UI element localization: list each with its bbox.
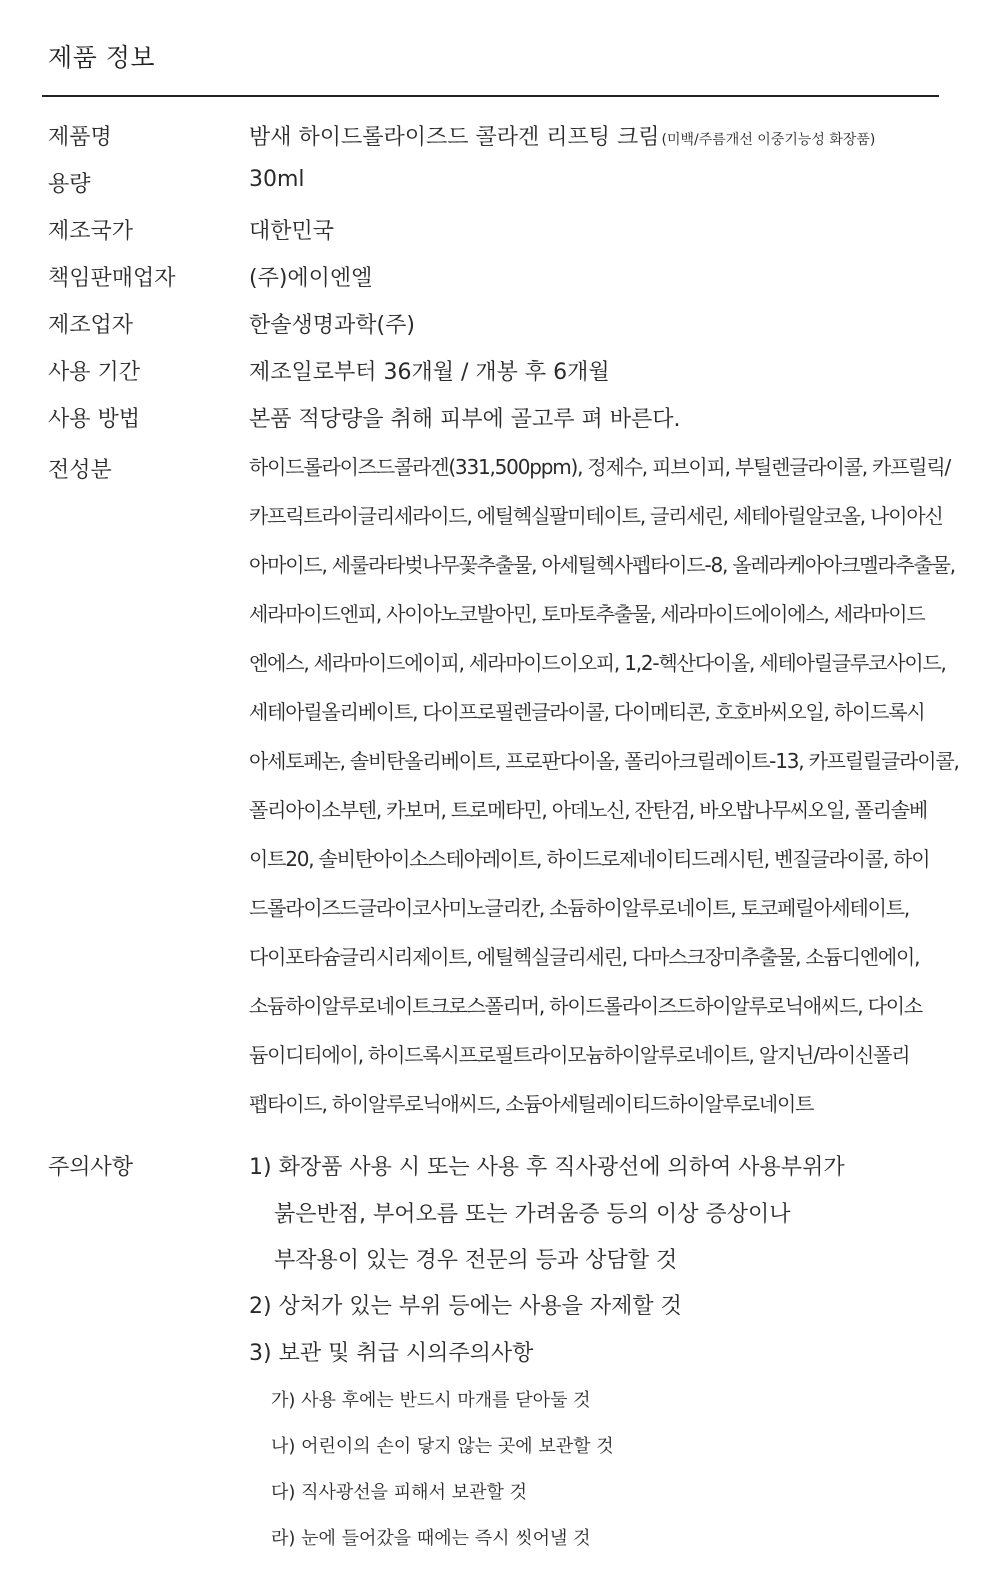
row-value: 30ml xyxy=(249,167,305,192)
ingredients-line: 하이드롤라이즈드콜라겐(331,500ppm), 정제수, 피브이피, 부틸렌글라이콜, 카프릴릭/ xyxy=(249,455,951,479)
caution-sub-item: 다) 직사광선을 피해서 보관할 것 xyxy=(271,1482,527,1503)
ingredients-line: 세라마이드엔피, 사이아노코발아민, 토마토추출물, 세라마이드에이에스, 세라마이드 xyxy=(249,602,925,626)
row-value: 한솔생명과학(주) xyxy=(249,313,415,338)
ingredients-line: 다이포타슘글리시리제이트, 에틸헥실글리세린, 다마스크장미추출물, 소듐디엔에이, xyxy=(249,945,920,969)
ingredients-line: 카프릭트라이글리세라이드, 에틸헥실팔미테이트, 글리세린, 세테아릴알코올, 나이아신 xyxy=(249,504,943,528)
ingredients-list xyxy=(249,443,959,1129)
caution-item: 부작용이 있는 경우 전문의 등과 상담할 것 xyxy=(274,1248,678,1273)
caution-sub-item: 가) 사용 후에는 반드시 마개를 닫아둘 것 xyxy=(271,1390,591,1411)
ingredients-line: 엔에스, 세라마이드에이피, 세라마이드이오피, 1,2-헥산다이올, 세테아릴글루코사이드, xyxy=(249,651,946,675)
row-label: 제조업자 xyxy=(48,313,134,338)
ingredients-line: 아세토페논, 솔비탄올리베이트, 프로판다이올, 폴리아크릴레이트-13, 카프릴릴글라이콜, xyxy=(249,749,959,773)
ingredients-line: 소듐하이알루로네이트크로스폴리머, 하이드롤라이즈드하이알루로닉애씨드, 다이소 xyxy=(249,994,922,1018)
row-value: 본품 적당량을 취해 피부에 골고루 펴 바른다. xyxy=(249,407,681,432)
row-label: 책임판매업자 xyxy=(48,266,176,291)
ingredients-line: 이트20, 솔비탄아이소스테아레이트, 하이드로제네이티드레시틴, 벤질글라이콜, 하이 xyxy=(249,847,930,871)
title-divider xyxy=(42,95,939,97)
row-value: 대한민국 xyxy=(249,219,335,244)
ingredients-line: 폴리아이소부텐, 카보머, 트로메타민, 아데노신, 잔탄검, 바오밥나무씨오일, 폴리솔베 xyxy=(249,798,927,822)
ingredients-line: 세테아릴올리베이트, 다이프로필렌글라이콜, 다이메티콘, 호호바씨오일, 하이드록시 xyxy=(249,700,925,724)
ingredients-line: 펩타이드, 하이알루로닉애씨드, 소듐아세틸레이티드하이알루로네이트 xyxy=(249,1092,814,1116)
ingredients-line: 드롤라이즈드글라이코사미노글리칸, 소듐하이알루로네이트, 토코페릴아세테이트, xyxy=(249,896,909,920)
caution-sub-item: 나) 어린이의 손이 닿지 않는 곳에 보관할 것 xyxy=(271,1436,614,1457)
row-label: 전성분 xyxy=(48,458,112,483)
product-name-text: 밤새 하이드롤라이즈드 콜라겐 리프팅 크림 xyxy=(249,125,660,150)
row-value: 제조일로부터 36개월 / 개봉 후 6개월 xyxy=(249,360,610,385)
ingredients-line: 아마이드, 세룰라타벚나무꽃추출물, 아세틸헥사펩타이드-8, 올레라케아아크멜라추출물, xyxy=(249,553,955,577)
caution-item: 2) 상처가 있는 부위 등에는 사용을 자제할 것 xyxy=(249,1294,682,1319)
row-label: 용량 xyxy=(48,172,91,197)
caution-item: 붉은반점, 부어오름 또는 가려움증 등의 이상 증상이나 xyxy=(274,1202,791,1227)
ingredients-line: 듐이디티에이, 하이드록시프로필트라이모늄하이알루로네이트, 알지닌/라이신폴리 xyxy=(249,1043,910,1067)
row-value: (주)에이엔엘 xyxy=(249,266,373,291)
product-name-note: (미백/주름개선 이중기능성 화장품) xyxy=(661,132,876,148)
caution-item: 3) 보관 및 취급 시의주의사항 xyxy=(249,1341,534,1366)
page-title: 제품 정보 xyxy=(48,43,156,72)
caution-sub-item: 라) 눈에 들어갔을 때에는 즉시 씻어낼 것 xyxy=(271,1528,591,1549)
caution-item: 1) 화장품 사용 시 또는 사용 후 직사광선에 의하여 사용부위가 xyxy=(249,1155,845,1180)
row-label: 제품명 xyxy=(48,125,112,150)
row-label: 제조국가 xyxy=(48,219,134,244)
row-label: 주의사항 xyxy=(48,1155,134,1180)
row-label: 사용 기간 xyxy=(48,360,141,385)
row-value xyxy=(249,120,949,151)
row-label: 사용 방법 xyxy=(48,407,141,432)
